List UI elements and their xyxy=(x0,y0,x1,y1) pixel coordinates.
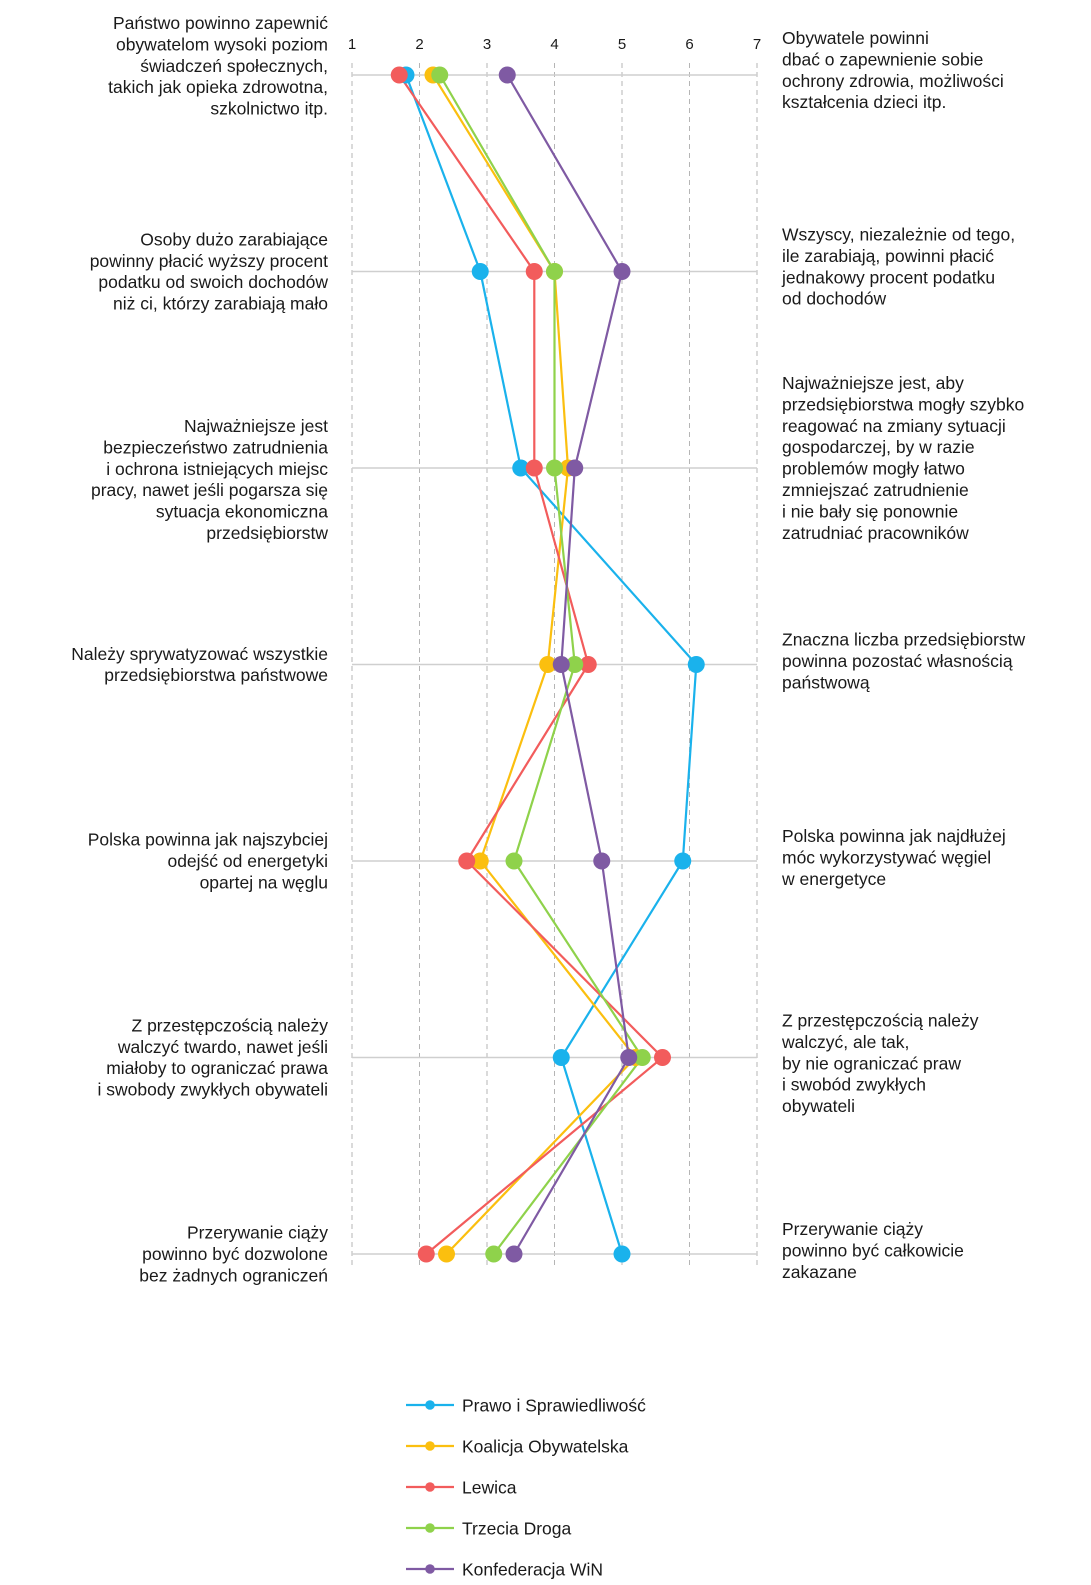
legend-item xyxy=(406,1437,629,1457)
statement-right-5 xyxy=(781,826,1006,889)
statement-line: pracy, nawet jeśli pogarsza się xyxy=(90,480,328,501)
statement-line: Z przestępczością należy xyxy=(131,1015,328,1036)
statement-line: Osoby dużo zarabiające xyxy=(140,229,328,250)
data-point xyxy=(499,67,516,84)
statement-line: powinna pozostać własnością xyxy=(782,650,1013,671)
statement-line: zatrudniać pracowników xyxy=(782,522,969,543)
data-point xyxy=(688,656,705,673)
statement-line: obywateli xyxy=(782,1096,855,1117)
legend-marker xyxy=(425,1441,435,1451)
data-point xyxy=(418,1246,435,1263)
statement-line: powinno być dozwolone xyxy=(142,1244,328,1264)
statement-line: by nie ograniczać praw xyxy=(782,1053,961,1074)
statement-line: podatku od swoich dochodów xyxy=(98,272,328,293)
statement-line: Najważniejsze jest xyxy=(184,416,328,436)
data-point xyxy=(431,67,448,84)
x-tick-label: 2 xyxy=(415,36,424,53)
statement-right-2 xyxy=(781,225,1015,309)
statement-line: Przerywanie ciąży xyxy=(186,1222,328,1243)
legend-marker xyxy=(425,1564,435,1574)
statement-line: Należy sprywatyzować wszystkie xyxy=(71,643,328,664)
statement-line: odejść od energetyki xyxy=(167,851,328,871)
statement-line: Z przestępczością należy xyxy=(782,1010,979,1031)
statement-line: bez żadnych ograniczeń xyxy=(139,1265,328,1286)
statement-line: opartej na węglu xyxy=(199,872,328,893)
statement-line: niż ci, którzy zarabiają mało xyxy=(113,293,328,314)
statement-left-1 xyxy=(108,13,328,119)
data-point xyxy=(620,1049,637,1066)
statement-line: i swobód zwykłych xyxy=(782,1074,926,1095)
statement-left-5 xyxy=(88,830,328,893)
data-point xyxy=(506,853,523,870)
statement-line: obywatelom wysoki poziom xyxy=(115,34,328,55)
statement-line: Znaczna liczba przedsiębiorstw xyxy=(782,629,1026,650)
statement-line: gospodarczej, by w razie xyxy=(782,437,975,458)
legend-label: Prawo i Sprawiedliwość xyxy=(462,1395,646,1416)
statement-line: Państwo powinno zapewnić xyxy=(113,13,328,33)
data-point xyxy=(546,263,563,280)
statement-left-4 xyxy=(71,644,328,685)
statement-line: dbać o zapewnienie sobie xyxy=(782,49,984,70)
x-tick-label: 4 xyxy=(550,36,559,53)
statement-line: problemów mogły łatwo xyxy=(782,458,965,479)
statement-line: walczyć twardo, nawet jeśli xyxy=(117,1036,328,1057)
legend-label: Lewica xyxy=(462,1477,517,1498)
statement-line: sytuacja ekonomiczna xyxy=(155,501,328,522)
data-point xyxy=(674,853,691,870)
statement-line: zmniejszać zatrudnienie xyxy=(782,480,969,500)
statement-line: Przerywanie ciąży xyxy=(782,1219,924,1239)
statement-line: i ochrona istniejących miejsc xyxy=(106,458,328,479)
legend-marker xyxy=(425,1523,435,1533)
data-point xyxy=(526,263,543,280)
statement-line: reagować na zmiany sytuacji xyxy=(782,415,1006,436)
statement-right-6 xyxy=(781,1011,979,1117)
legend-label: Konfederacja WiN xyxy=(462,1559,604,1580)
statement-line: takich jak opieka zdrowotna, xyxy=(108,77,328,98)
statement-line: przedsiębiorstw xyxy=(206,523,328,543)
data-point xyxy=(593,853,610,870)
data-point xyxy=(391,67,408,84)
legend-item xyxy=(406,1560,603,1580)
x-tick-label: 7 xyxy=(752,36,762,53)
statement-left-2 xyxy=(90,229,329,313)
statement-line: ochrony zdrowia, możliwości xyxy=(782,70,1004,91)
statement-line: szkolnictwo itp. xyxy=(210,98,328,119)
statement-line: i nie bały się ponownie xyxy=(782,501,959,522)
statement-line: w energetyce xyxy=(782,868,887,889)
statement-right-7 xyxy=(782,1219,964,1282)
data-point xyxy=(438,1246,455,1263)
statement-line: Polska powinna jak najszybciej xyxy=(87,829,328,850)
statement-line: ile zarabiają, powinni płacić xyxy=(782,245,995,266)
statement-right-1 xyxy=(782,28,1004,112)
data-point xyxy=(654,1049,671,1066)
data-point xyxy=(553,656,570,673)
legend-marker xyxy=(425,1400,435,1410)
data-point xyxy=(472,263,489,280)
x-axis-ticks xyxy=(348,36,761,53)
statement-line: walczyć, ale tak, xyxy=(782,1031,910,1052)
statement-line: jednakowy procent podatku xyxy=(782,267,996,288)
x-tick-label: 5 xyxy=(617,36,627,53)
statement-line: móc wykorzystywać węgiel xyxy=(782,847,992,868)
statement-line: powinno być całkowicie xyxy=(782,1240,964,1261)
statement-right-3 xyxy=(782,373,1024,543)
statement-line: zakazane xyxy=(782,1261,857,1282)
data-point xyxy=(553,1049,570,1066)
x-tick-label: 1 xyxy=(347,36,357,53)
data-point xyxy=(526,460,543,477)
data-point xyxy=(546,460,563,477)
statement-line: przedsiębiorstwa państwowe xyxy=(104,665,328,686)
legend-item xyxy=(406,1478,517,1498)
data-point xyxy=(485,1246,502,1263)
data-point xyxy=(614,1246,631,1263)
legend-item xyxy=(406,1519,572,1539)
legend-label: Trzecia Droga xyxy=(462,1518,572,1539)
statement-line: przedsiębiorstwa mogły szybko xyxy=(782,394,1025,415)
statement-line: państwową xyxy=(782,672,870,693)
statement-left-7 xyxy=(139,1223,328,1286)
statement-line: Wszyscy, niezależnie od tego, xyxy=(782,224,1016,245)
statement-line: powinny płacić wyższy procent xyxy=(89,250,328,271)
legend-label: Koalicja Obywatelska xyxy=(462,1436,629,1457)
statement-line: miałoby to ograniczać prawa xyxy=(106,1058,328,1079)
statement-line: Najważniejsze jest, aby xyxy=(782,373,964,393)
legend xyxy=(406,1396,646,1580)
x-tick-label: 6 xyxy=(685,36,694,53)
statement-line: i swobody zwykłych obywateli xyxy=(97,1079,328,1100)
data-point xyxy=(566,460,583,477)
x-tick-label: 3 xyxy=(482,36,492,53)
legend-marker xyxy=(425,1482,435,1492)
legend-item xyxy=(406,1396,646,1416)
data-point xyxy=(506,1246,523,1263)
statement-left-6 xyxy=(97,1015,328,1099)
statement-line: Polska powinna jak najdłużej xyxy=(782,826,1006,846)
statement-left-3 xyxy=(91,416,328,543)
data-point xyxy=(614,263,631,280)
statement-line: od dochodów xyxy=(782,288,887,309)
statement-line: bezpieczeństwo zatrudnienia xyxy=(103,437,328,458)
statement-line: Obywatele powinni xyxy=(782,28,929,48)
statement-right-4 xyxy=(782,630,1026,693)
statement-line: kształcenia dzieci itp. xyxy=(782,92,947,113)
statement-line: świadczeń społecznych, xyxy=(140,55,328,76)
data-point xyxy=(458,853,475,870)
